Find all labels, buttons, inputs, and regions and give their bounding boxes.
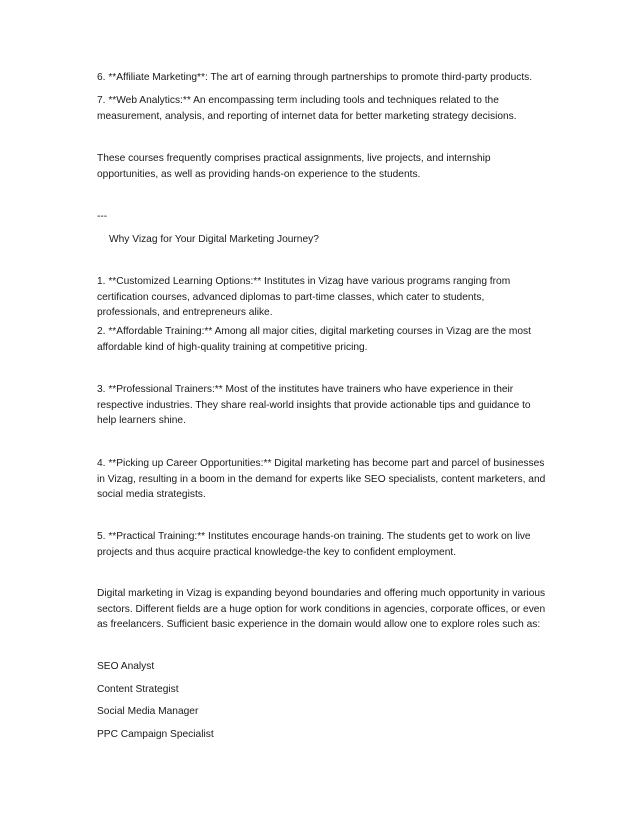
role-item: PPC Campaign Specialist: [97, 729, 214, 740]
paragraph-web-analytics: 7. **Web Analytics:** An encompassing term including tools and techniques related to the measurement, analysis, and reporting of internet data for better marketing strategy decisions.: [97, 95, 517, 122]
paragraph-vizag-opportunities: Digital marketing in Vizag is expanding beyond boundaries and offering much opportunity in various sectors. Different fields are a huge option for work conditions in agencies, corporate offices, or even as freelancers. Sufficient basic experience in the domain would allow one to explore roles such as:: [97, 588, 546, 631]
role-item: Content Strategist: [97, 684, 179, 695]
separator: ---: [97, 211, 108, 222]
paragraph-practical-training: 5. **Practical Training:** Institutes encourage hands-on training. The students get to work on live projects and thus acquire practical knowledge-the key to confident employment.: [97, 531, 531, 558]
role-item: Social Media Manager: [97, 706, 199, 717]
role-item: SEO Analyst: [97, 661, 155, 672]
paragraph-customized-learning: 1. **Customized Learning Options:** Institutes in Vizag have various programs ranging from certification courses, advanced diplomas to part-time classes, which cater to students, professionals, and entrepreneurs alike.: [97, 276, 511, 319]
paragraph-affordable-training: 2. **Affordable Training:** Among all major cities, digital marketing courses in Vizag are the most affordable kind of high-quality training at competitive pricing.: [97, 326, 531, 353]
section-heading: Why Vizag for Your Digital Marketing Journey?: [109, 234, 319, 245]
paragraph-professional-trainers: 3. **Professional Trainers:** Most of the institutes have trainers who have experience in their respective industries. They share real-world insights that provide actionable tips and guidance to help learners shine.: [97, 384, 531, 427]
paragraph-career-opportunities: 4. **Picking up Career Opportunities:** Digital marketing has become part and parcel of businesses in Vizag, resulting in a boom in the demand for experts like SEO specialists, content marketers, and social media strategists.: [97, 458, 546, 501]
paragraph-affiliate-marketing: 6. **Affiliate Marketing**: The art of earning through partnerships to promote third-party products.: [97, 72, 533, 83]
paragraph-courses-summary: These courses frequently comprises practical assignments, live projects, and internship opportunities, as well as providing hands-on experience to the students.: [97, 153, 491, 180]
